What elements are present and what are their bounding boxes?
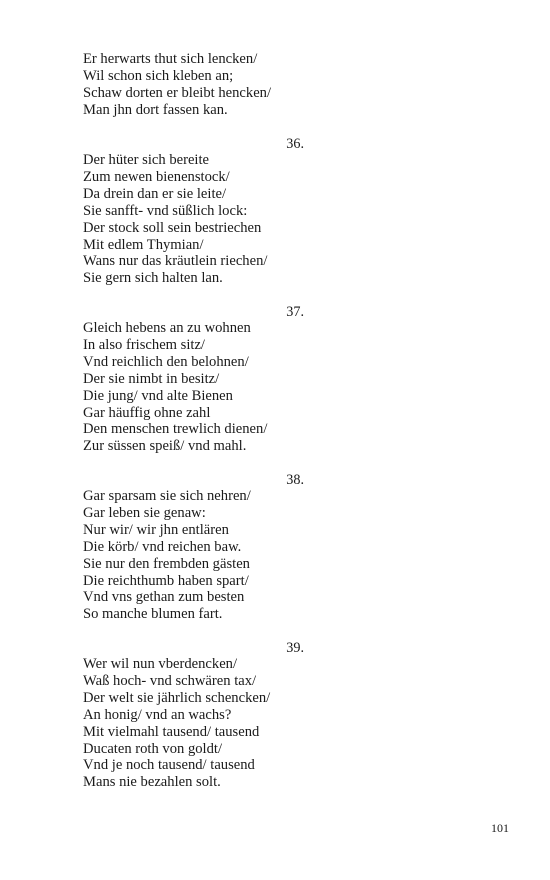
verse-line: Waß hoch- vnd schwären tax/ xyxy=(83,672,257,689)
page-number: 101 xyxy=(491,821,509,835)
verse-line: So manche blumen fart. xyxy=(83,606,223,623)
verse-line: Die reichthumb haben spart/ xyxy=(83,572,249,589)
stanza-36 xyxy=(83,152,323,287)
verse-line: In also frischem sitz/ xyxy=(83,336,205,353)
verse-line: Die jung/ vnd alte Bienen xyxy=(83,387,233,404)
verse-line: Der welt sie jährlich schencken/ xyxy=(83,689,271,706)
stanza-37 xyxy=(83,320,323,455)
verse-line: Sie sanfft- vnd süßlich lock: xyxy=(83,202,248,219)
stanza-number: 38. xyxy=(286,472,304,488)
stanza-35 xyxy=(83,51,323,119)
stanza-number: 39. xyxy=(286,640,304,656)
verse-line: Gar häuffig ohne zahl xyxy=(83,404,211,421)
verse-line: Mit edlem Thymian/ xyxy=(83,236,204,253)
verse-line: Mit vielmahl tausend/ tausend xyxy=(83,723,260,740)
verse-line: Vnd je noch tausend/ tausend xyxy=(83,757,255,774)
verse-line: Vnd reichlich den belohnen/ xyxy=(83,353,249,370)
verse-line: Der stock soll sein bestriechen xyxy=(83,219,262,236)
verse-line: Er herwarts thut sich lencken/ xyxy=(83,51,258,67)
verse-line: Den menschen trewlich dienen/ xyxy=(83,421,268,438)
verse-line: Wans nur das kräutlein riechen/ xyxy=(83,253,268,270)
verse-line: Vnd vns gethan zum besten xyxy=(83,589,245,606)
verse-line: Zur süssen speiß/ vnd mahl. xyxy=(83,438,247,455)
verse-line: Die körb/ vnd reichen baw. xyxy=(83,538,242,555)
verse-line: Man jhn dort fassen kan. xyxy=(83,101,228,118)
verse-line: Mans nie bezahlen solt. xyxy=(83,774,221,791)
stanza-number: 37. xyxy=(286,304,304,320)
verse-line: Der sie nimbt in besitz/ xyxy=(83,370,220,387)
stanza-number: 36. xyxy=(286,136,304,152)
verse-line: Sie gern sich halten lan. xyxy=(83,270,223,287)
verse-line: Nur wir/ wir jhn entlären xyxy=(83,521,229,538)
verse-line: Schaw dorten er bleibt hencken/ xyxy=(83,84,272,101)
verse-line: Zum newen bienenstock/ xyxy=(83,168,230,185)
stanza-39 xyxy=(83,656,323,791)
verse-line: Gar leben sie genaw: xyxy=(83,504,206,521)
verse-line: Gar sparsam sie sich nehren/ xyxy=(83,488,251,504)
verse-line: Ducaten roth von goldt/ xyxy=(83,740,223,757)
verse-line: Sie nur den frembden gästen xyxy=(83,555,250,572)
verse-line: Da drein dan er sie leite/ xyxy=(83,185,227,202)
stanza-38 xyxy=(83,488,323,623)
verse-line: Der hüter sich bereite xyxy=(83,152,210,168)
verse-line: Wer wil nun vberdencken/ xyxy=(83,656,238,672)
verse-line: Wil schon sich kleben an; xyxy=(83,67,234,84)
verse-line: Gleich hebens an zu wohnen xyxy=(83,320,251,336)
verse-line: An honig/ vnd an wachs? xyxy=(83,706,232,723)
